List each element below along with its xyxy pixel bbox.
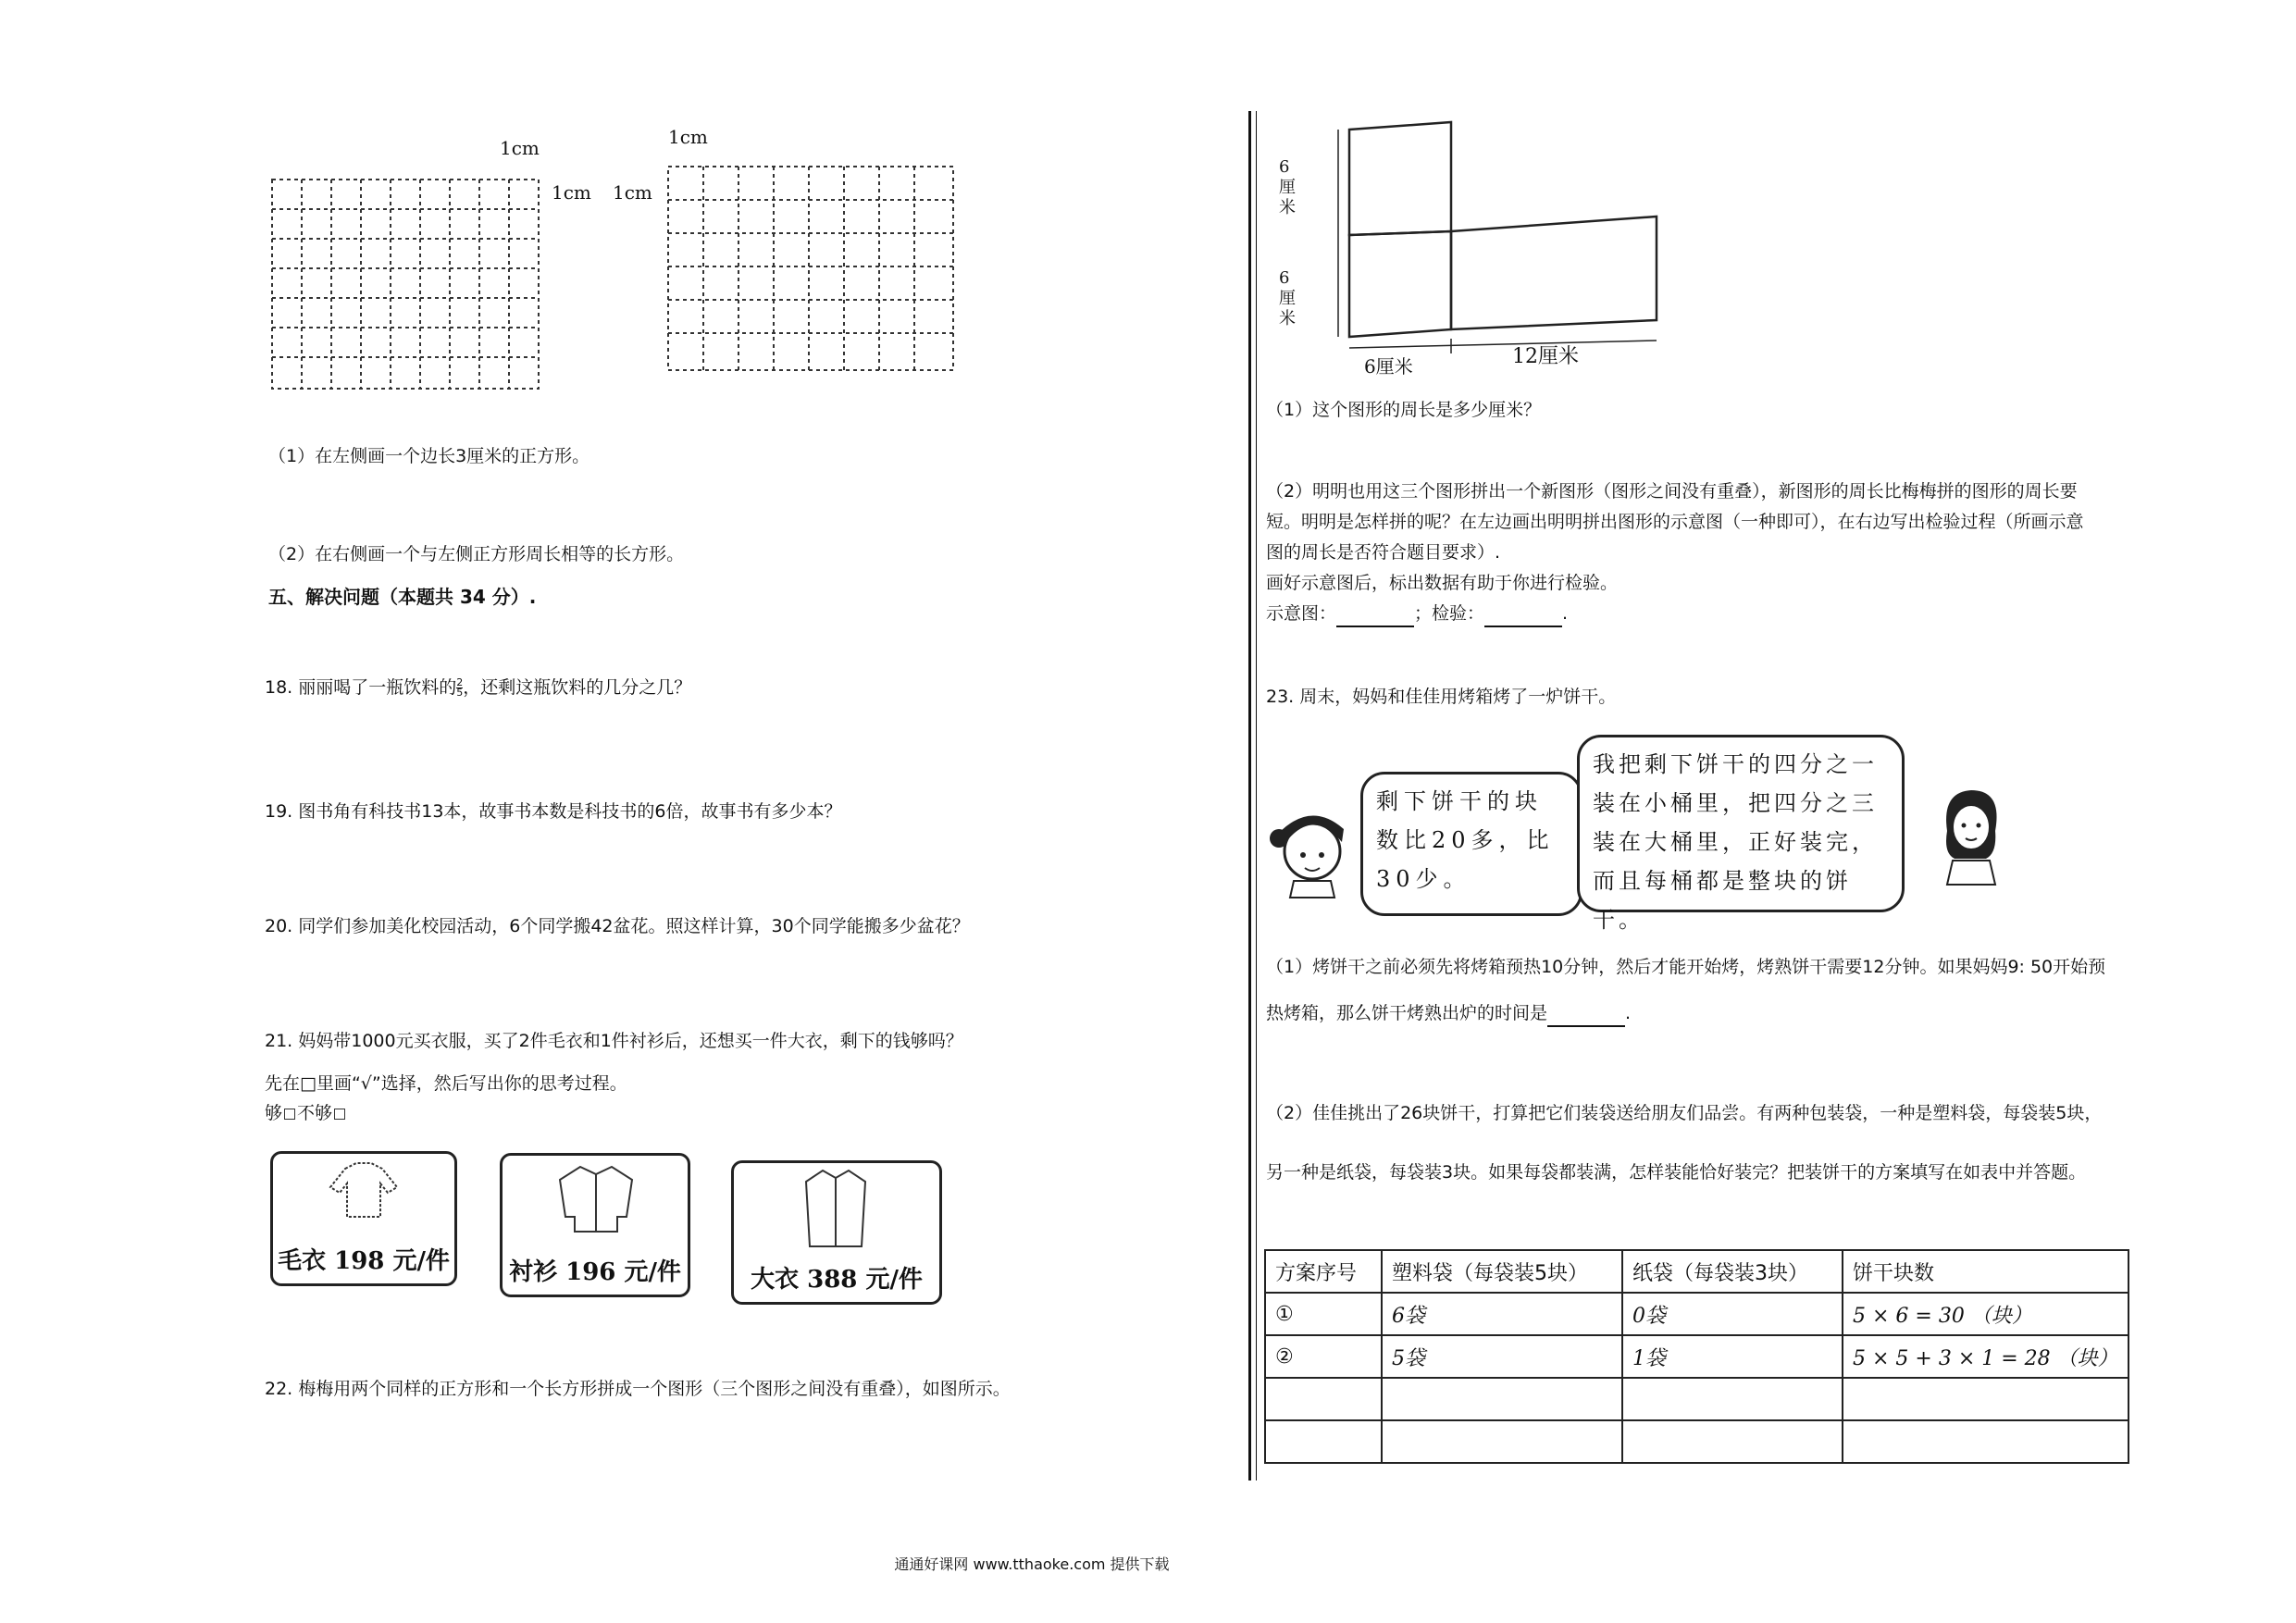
question-21-instruction: 先在□里画“√”选择，然后写出你的思考过程。 [265, 1073, 627, 1094]
question-23-part-2-line-1: （2）佳佳挑出了26块饼干，打算把它们装袋送给朋友们品尝。有两种包装袋，一种是塑料袋，每袋装5块， [1266, 1103, 2103, 1123]
table-header: 饼干块数 [1843, 1250, 2128, 1293]
composite-shape-figure [1277, 111, 1666, 379]
diagram-label: 示意图： [1266, 603, 1337, 624]
answer-line-end: . [1562, 603, 1569, 624]
item-card-coat [731, 1160, 942, 1305]
packing-plan-table [1264, 1249, 2129, 1464]
table-cell[interactable] [1843, 1420, 2128, 1463]
table-row [1265, 1293, 2128, 1335]
table-cell[interactable] [1265, 1378, 1382, 1420]
table-cell[interactable] [1843, 1378, 2128, 1420]
check-label: ；检验： [1414, 603, 1485, 624]
table-cell[interactable] [1622, 1420, 1843, 1463]
table-cell [1843, 1335, 2128, 1378]
question-21-options [265, 1099, 347, 1127]
option-not-enough-label: 不够 [297, 1103, 333, 1123]
table-header: 纸袋（每袋装3块） [1622, 1250, 1843, 1293]
shirt-icon [554, 1161, 638, 1235]
grid-label-top-right: 1cm [668, 126, 708, 148]
section-5-heading: 五、解决问题（本题共 34 分）. [268, 586, 537, 608]
question-23-part-1-end: . [1625, 1003, 1632, 1023]
item-caption-coat: 大衣 388 元/件 [751, 1266, 923, 1294]
grid-label-side-left: 1cm [552, 181, 591, 204]
question-22-answer-line [1266, 600, 1568, 627]
table-cell: ① [1265, 1293, 1382, 1335]
item-card-sweater [270, 1151, 457, 1286]
figure-label-12cm: 12厘米 [1512, 345, 1579, 368]
item-card-shirt [500, 1153, 690, 1297]
table-cell-value: 1袋 [1632, 1346, 1666, 1370]
item-caption-shirt: 衬衫 196 元/件 [509, 1258, 681, 1286]
mother-cartoon-icon [1929, 785, 2012, 886]
coat-icon [799, 1167, 873, 1250]
diagram-blank[interactable] [1336, 607, 1414, 627]
grid-label-top-left: 1cm [500, 137, 540, 159]
table-cell-value: 0袋 [1632, 1304, 1666, 1328]
question-22-part-2-line-4: 画好示意图后，标出数据有助于你进行检验。 [1266, 573, 1619, 593]
question-22-part-2-line-3: 图的周长是否符合题目要求）. [1266, 542, 1501, 563]
column-divider [1248, 111, 1251, 1481]
question-17-part-2: （2）在右侧画一个与左侧正方形周长相等的长方形。 [268, 544, 685, 564]
table-cell: ② [1265, 1335, 1382, 1378]
table-cell[interactable] [1265, 1420, 1382, 1463]
check-blank[interactable] [1484, 607, 1562, 627]
question-23-part-1-line-1: （1）烤饼干之前必须先将烤箱预热10分钟，然后才能开始烤，烤熟饼干需要12分钟。如果妈妈9: 50开始预 [1266, 957, 2106, 977]
table-cell-value: 5 × 6 = 30 （块） [1853, 1304, 2032, 1328]
column-divider-inner [1256, 111, 1257, 1481]
question-22-part-2-line-1: （2）明明也用这三个图形拼出一个新图形（图形之间没有重叠），新图形的周长比梅梅拼的图形的周长要 [1266, 481, 2078, 502]
table-cell [1843, 1293, 2128, 1335]
table-cell [1382, 1335, 1622, 1378]
figure-label-6cm-middle: 6厘米 [1279, 268, 1296, 328]
question-20: 20. 同学们参加美化校园活动，6个同学搬42盆花。照这样计算，30个同学能搬多少盆花？ [265, 916, 970, 936]
question-22-part-1: （1）这个图形的周长是多少厘米？ [1266, 400, 1542, 420]
question-23-part-1-line-2 [1266, 999, 1631, 1027]
table-cell-value: 6袋 [1392, 1304, 1425, 1328]
table-header: 塑料袋（每袋装5块） [1382, 1250, 1622, 1293]
question-22-part-2-line-2: 短。明明是怎样拼的呢？在左边画出明明拼出图形的示意图（一种即可），在右边写出检验过程（所画示意 [1266, 512, 2084, 532]
question-18 [265, 674, 691, 701]
dotted-grid-right [664, 163, 961, 376]
girl-cartoon-icon [1266, 807, 1359, 899]
dotted-grid-left [268, 176, 546, 398]
table-header-row [1265, 1250, 2128, 1293]
sweater-icon [327, 1159, 401, 1224]
figure-label-6cm-top: 6厘米 [1279, 157, 1296, 217]
question-19: 19. 图书角有科技书13本，故事书本数是科技书的6倍，故事书有多少本？ [265, 801, 842, 822]
grid-label-side-right: 1cm [613, 181, 652, 204]
page-footer: 通通好课网 www.tthaoke.com 提供下载 [894, 1555, 1170, 1573]
option-enough-label: 够 [265, 1103, 283, 1123]
table-cell[interactable] [1382, 1378, 1622, 1420]
option-enough-checkbox[interactable] [284, 1109, 295, 1120]
figure-label-6cm-bottom: 6厘米 [1364, 355, 1413, 378]
item-caption-sweater: 毛衣 198 元/件 [278, 1247, 450, 1275]
fraction-denominator: 5 [456, 687, 464, 699]
table-row [1265, 1420, 2128, 1463]
table-cell-value: 5袋 [1392, 1346, 1425, 1370]
question-22: 22. 梅梅用两个同样的正方形和一个长方形拼成一个图形（三个图形之间没有重叠），如图所示。 [265, 1379, 1011, 1399]
table-cell[interactable] [1382, 1420, 1622, 1463]
table-cell-value: 5 × 5 + 3 × 1 = 28 （块） [1853, 1346, 2118, 1370]
table-row [1265, 1335, 2128, 1378]
question-21: 21. 妈妈带1000元买衣服，买了2件毛衣和1件衬衫后，还想买一件大衣，剩下的钱够吗？ [265, 1031, 963, 1051]
table-cell [1382, 1293, 1622, 1335]
question-23-part-1-text: 热烤箱，那么饼干烤熟出炉的时间是 [1266, 1003, 1548, 1023]
option-not-enough-checkbox[interactable] [334, 1109, 345, 1120]
table-header: 方案序号 [1265, 1250, 1382, 1293]
speech-bubble-girl: 剩下饼干的块数比20多，比30少。 [1360, 772, 1582, 916]
bake-time-blank[interactable] [1547, 1007, 1625, 1027]
question-18-suffix: ，还剩这瓶饮料的几分之几？ [463, 677, 692, 698]
table-cell[interactable] [1622, 1378, 1843, 1420]
table-cell [1622, 1293, 1843, 1335]
speech-bubble-mother: 我把剩下饼干的四分之一装在小桶里，把四分之三装在大桶里，正好装完，而且每桶都是整块的饼干。 [1577, 735, 1905, 912]
fraction-numerator: 2 [456, 676, 464, 688]
question-18-prefix: 18. 丽丽喝了一瓶饮料的 [265, 677, 457, 698]
question-17-part-1: （1）在左侧画一个边长3厘米的正方形。 [268, 446, 590, 466]
question-23: 23. 周末，妈妈和佳佳用烤箱烤了一炉饼干。 [1266, 687, 1617, 707]
table-cell [1622, 1335, 1843, 1378]
question-23-part-2-line-2: 另一种是纸袋，每袋装3块。如果每袋都装满，怎样装能恰好装完？把装饼干的方案填写在如表中并答题。 [1266, 1162, 2087, 1183]
table-row [1265, 1378, 2128, 1420]
